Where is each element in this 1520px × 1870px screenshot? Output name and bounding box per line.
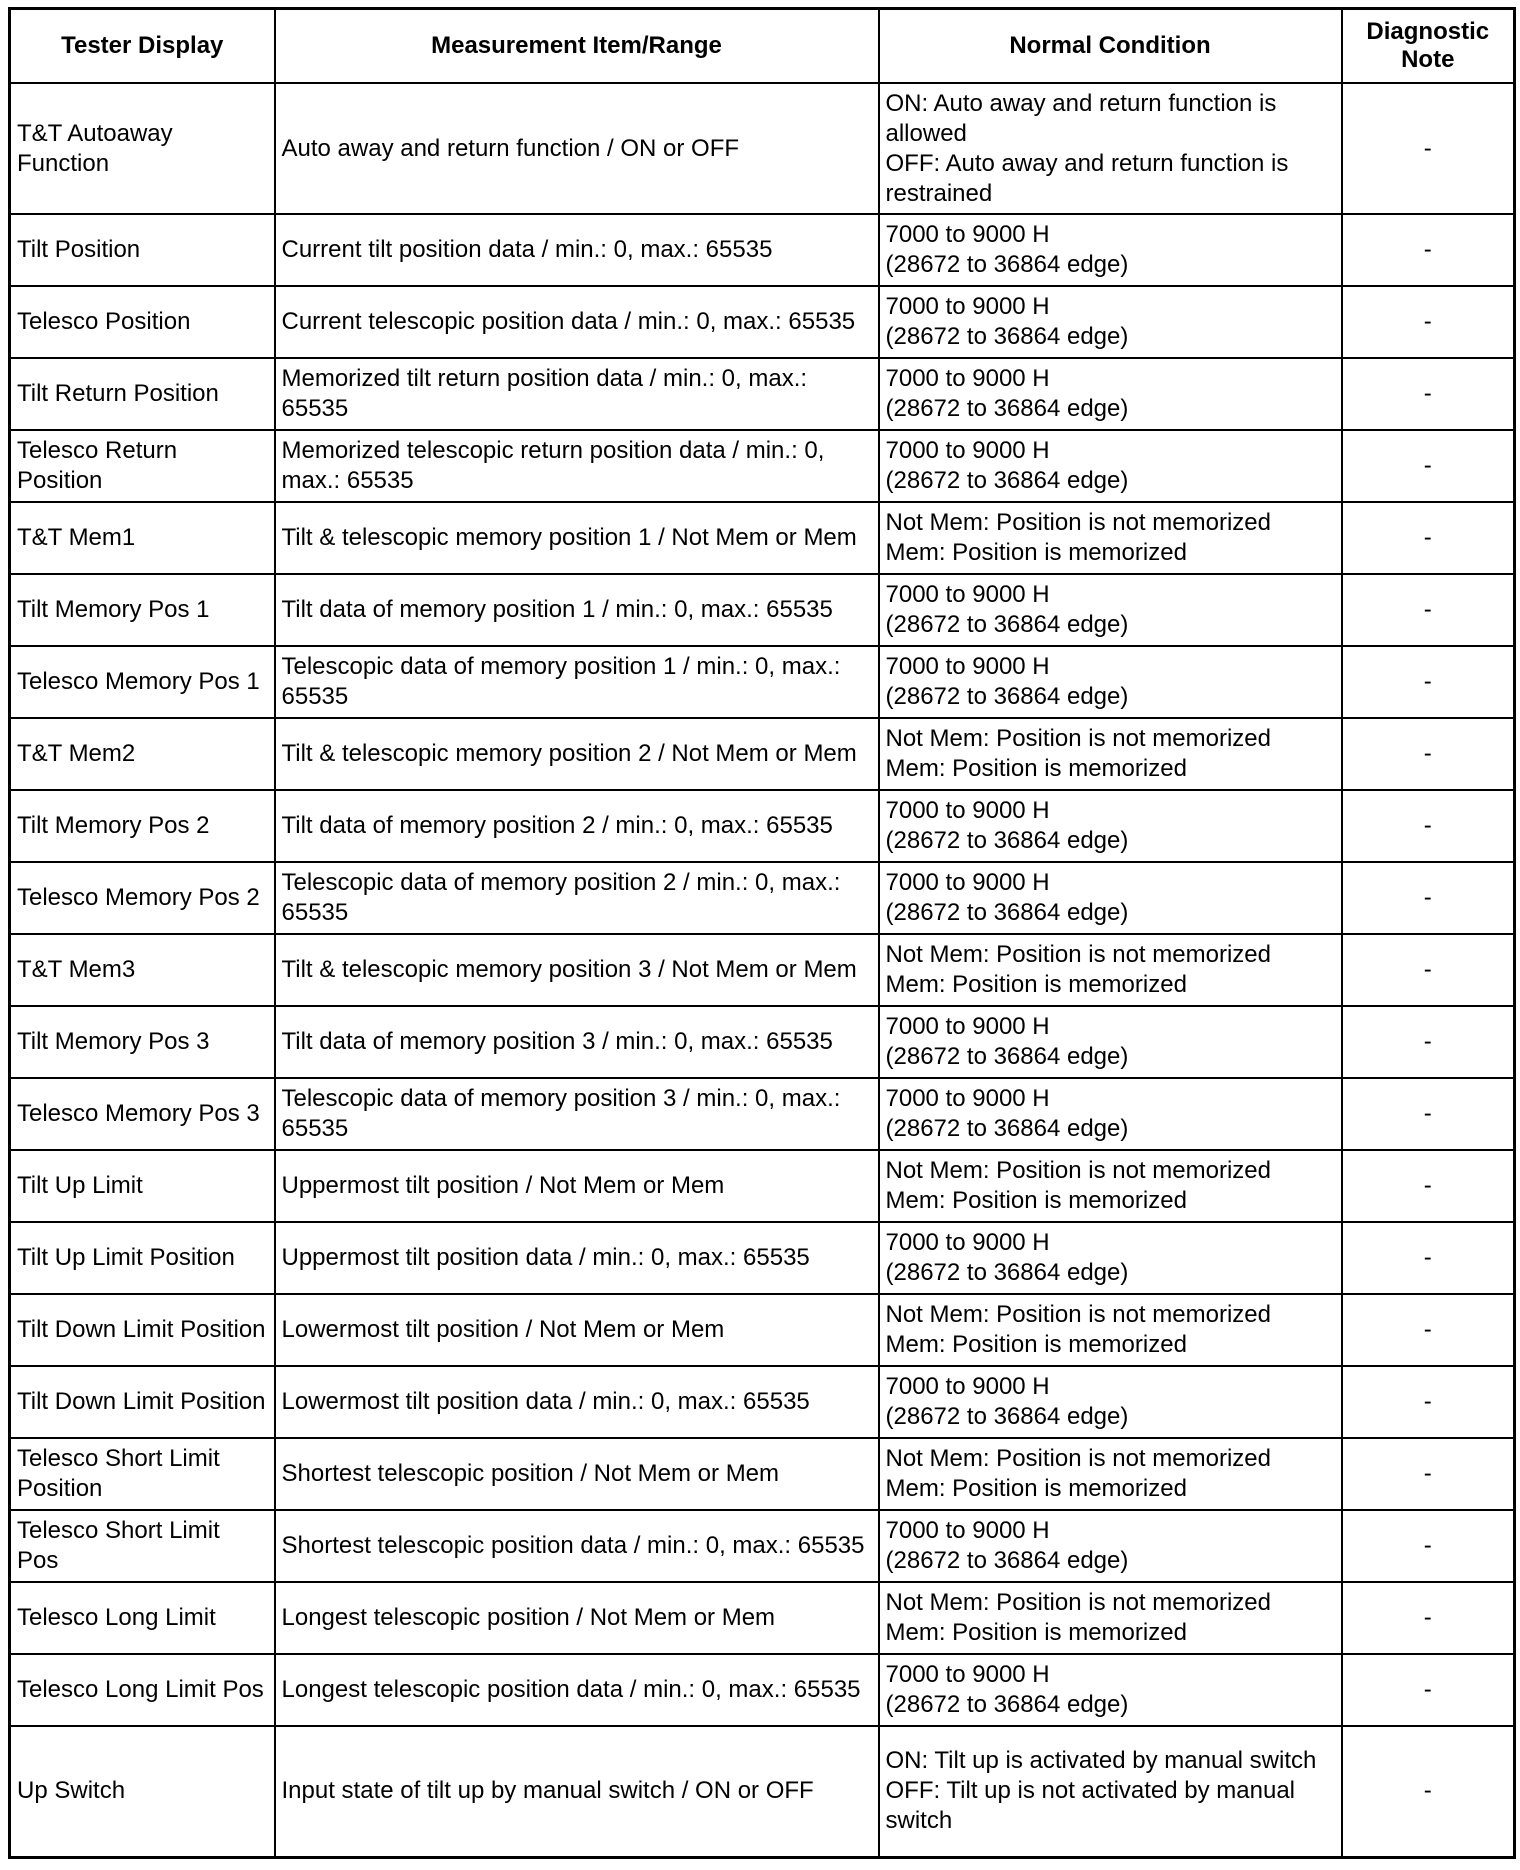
- tester-display-cell: Telesco Short Limit Pos: [10, 1510, 275, 1582]
- table-row: [10, 790, 1515, 862]
- measurement-item-cell: Telescopic data of memory position 2 / min.: 0, max.: 65535: [275, 862, 879, 934]
- normal-condition-cell: [879, 1582, 1342, 1654]
- tester-display-cell: Tilt Memory Pos 3: [10, 1006, 275, 1078]
- condition-line: 7000 to 9000 H: [885, 1085, 1050, 1112]
- tester-display-cell: Telesco Memory Pos 3: [10, 1078, 275, 1150]
- table-row: [10, 1510, 1515, 1582]
- condition-line: Mem: Position is memorized: [885, 755, 1187, 782]
- measurement-item-cell: Memorized telescopic return position data / min.: 0, max.: 65535: [275, 430, 879, 502]
- diagnostic-note-cell: -: [1342, 646, 1515, 718]
- condition-line: 7000 to 9000 H: [885, 581, 1050, 608]
- normal-condition-cell: [879, 1654, 1342, 1726]
- condition-line: Not Mem: Position is not memorized: [885, 1301, 1271, 1328]
- table-row: [10, 1222, 1515, 1294]
- measurement-item-cell: Tilt data of memory position 1 / min.: 0, max.: 65535: [275, 574, 879, 646]
- diagnostic-note-cell: -: [1342, 934, 1515, 1006]
- table-row: [10, 646, 1515, 718]
- condition-line: (28672 to 36864 edge): [885, 323, 1129, 350]
- diagnostic-note-cell: -: [1342, 1078, 1515, 1150]
- table-row: [10, 358, 1515, 430]
- data-monitor-table: [8, 7, 1516, 1859]
- normal-condition-cell: [879, 1150, 1342, 1222]
- table-row: [10, 286, 1515, 358]
- condition-line: Mem: Position is memorized: [885, 1475, 1187, 1502]
- tester-display-cell: Tilt Down Limit Position: [10, 1294, 275, 1366]
- diagnostic-note-cell: -: [1342, 214, 1515, 286]
- diagnostic-note-cell: -: [1342, 1510, 1515, 1582]
- normal-condition-cell: [879, 1006, 1342, 1078]
- condition-line: 7000 to 9000 H: [885, 221, 1050, 248]
- diagnostic-note-cell: -: [1342, 83, 1515, 214]
- table-row: [10, 1582, 1515, 1654]
- table-row: [10, 1294, 1515, 1366]
- tester-display-cell: Telesco Memory Pos 2: [10, 862, 275, 934]
- condition-line: Mem: Position is memorized: [885, 971, 1187, 998]
- normal-condition-cell: [879, 934, 1342, 1006]
- normal-condition-cell: [879, 1366, 1342, 1438]
- table-body: [10, 83, 1515, 1857]
- table-row: [10, 214, 1515, 286]
- diagnostic-note-cell: -: [1342, 358, 1515, 430]
- normal-condition-cell: [879, 718, 1342, 790]
- diagnostic-note-cell: -: [1342, 1222, 1515, 1294]
- diagnostic-note-cell: -: [1342, 1150, 1515, 1222]
- condition-line: Mem: Position is memorized: [885, 1187, 1187, 1214]
- diagnostic-note-cell: -: [1342, 1294, 1515, 1366]
- measurement-item-cell: Input state of tilt up by manual switch / ON or OFF: [275, 1726, 879, 1857]
- diagnostic-note-cell: -: [1342, 1438, 1515, 1510]
- condition-line: (28672 to 36864 edge): [885, 611, 1129, 638]
- tester-display-cell: Telesco Long Limit: [10, 1582, 275, 1654]
- condition-line: 7000 to 9000 H: [885, 1517, 1050, 1544]
- measurement-item-cell: Telescopic data of memory position 1 / min.: 0, max.: 65535: [275, 646, 879, 718]
- measurement-item-cell: Tilt & telescopic memory position 1 / Not Mem or Mem: [275, 502, 879, 574]
- diagnostic-note-cell: -: [1342, 430, 1515, 502]
- table-row: [10, 1150, 1515, 1222]
- normal-condition-cell: [879, 1510, 1342, 1582]
- table-header-row: [10, 9, 1515, 84]
- diagnostic-note-cell: -: [1342, 1582, 1515, 1654]
- tester-display-cell: T&T Mem1: [10, 502, 275, 574]
- table-row: [10, 430, 1515, 502]
- condition-line: (28672 to 36864 edge): [885, 251, 1129, 278]
- table-row: [10, 83, 1515, 214]
- header-normal-condition: Normal Condition: [879, 9, 1342, 84]
- condition-line: (28672 to 36864 edge): [885, 395, 1129, 422]
- condition-line: ON: Tilt up is activated by manual switch: [885, 1747, 1317, 1775]
- tester-display-cell: T&T Mem3: [10, 934, 275, 1006]
- measurement-item-cell: Telescopic data of memory position 3 / min.: 0, max.: 65535: [275, 1078, 879, 1150]
- condition-line: Not Mem: Position is not memorized: [885, 1589, 1271, 1616]
- condition-line: 7000 to 9000 H: [885, 1661, 1050, 1688]
- condition-line: 7000 to 9000 H: [885, 1229, 1050, 1256]
- diagnostic-note-cell: -: [1342, 502, 1515, 574]
- tester-display-cell: T&T Mem2: [10, 718, 275, 790]
- measurement-item-cell: Shortest telescopic position data / min.: 0, max.: 65535: [275, 1510, 879, 1582]
- table-row: [10, 1654, 1515, 1726]
- diagnostic-note-cell: -: [1342, 1366, 1515, 1438]
- table-row: [10, 1726, 1515, 1857]
- condition-line: (28672 to 36864 edge): [885, 1691, 1129, 1718]
- condition-line: OFF: Tilt up is not activated by manual switch: [885, 1777, 1296, 1835]
- normal-condition-cell: [879, 1438, 1342, 1510]
- condition-line: 7000 to 9000 H: [885, 653, 1050, 680]
- diagnostic-note-cell: -: [1342, 1654, 1515, 1726]
- condition-line: (28672 to 36864 edge): [885, 1259, 1129, 1286]
- diagnostic-note-cell: -: [1342, 1726, 1515, 1857]
- condition-line: ON: Auto away and return function is allowed: [885, 89, 1277, 147]
- normal-condition-cell: [879, 286, 1342, 358]
- normal-condition-cell: [879, 214, 1342, 286]
- diagnostic-note-cell: -: [1342, 790, 1515, 862]
- table-row: [10, 862, 1515, 934]
- condition-line: (28672 to 36864 edge): [885, 1547, 1129, 1574]
- table-row: [10, 718, 1515, 790]
- normal-condition-cell: [879, 1078, 1342, 1150]
- condition-line: 7000 to 9000 H: [885, 1373, 1050, 1400]
- normal-condition-cell: [879, 1726, 1342, 1857]
- header-diagnostic-note: Diagnostic Note: [1342, 9, 1515, 84]
- measurement-item-cell: Auto away and return function / ON or OFF: [275, 83, 879, 214]
- measurement-item-cell: Lowermost tilt position / Not Mem or Mem: [275, 1294, 879, 1366]
- normal-condition-cell: [879, 83, 1342, 214]
- condition-line: (28672 to 36864 edge): [885, 899, 1129, 926]
- tester-display-cell: Tilt Memory Pos 1: [10, 574, 275, 646]
- tester-display-cell: Tilt Down Limit Position: [10, 1366, 275, 1438]
- measurement-item-cell: Lowermost tilt position data / min.: 0, max.: 65535: [275, 1366, 879, 1438]
- table-row: [10, 574, 1515, 646]
- condition-line: (28672 to 36864 edge): [885, 1115, 1129, 1142]
- tester-display-cell: Telesco Long Limit Pos: [10, 1654, 275, 1726]
- condition-line: 7000 to 9000 H: [885, 797, 1050, 824]
- table-row: [10, 934, 1515, 1006]
- tester-display-cell: Tilt Up Limit Position: [10, 1222, 275, 1294]
- condition-line: 7000 to 9000 H: [885, 869, 1050, 896]
- condition-line: Not Mem: Position is not memorized: [885, 725, 1271, 752]
- measurement-item-cell: Tilt data of memory position 2 / min.: 0, max.: 65535: [275, 790, 879, 862]
- normal-condition-cell: [879, 430, 1342, 502]
- measurement-item-cell: Current tilt position data / min.: 0, max.: 65535: [275, 214, 879, 286]
- normal-condition-cell: [879, 790, 1342, 862]
- tester-display-cell: Tilt Position: [10, 214, 275, 286]
- tester-display-cell: Telesco Short Limit Position: [10, 1438, 275, 1510]
- header-tester-display: Tester Display: [10, 9, 275, 84]
- diagnostic-note-cell: -: [1342, 862, 1515, 934]
- condition-line: 7000 to 9000 H: [885, 365, 1050, 392]
- tester-display-cell: Tilt Memory Pos 2: [10, 790, 275, 862]
- tester-display-cell: Up Switch: [10, 1726, 275, 1857]
- table-row: [10, 502, 1515, 574]
- measurement-item-cell: Tilt & telescopic memory position 3 / Not Mem or Mem: [275, 934, 879, 1006]
- condition-line: (28672 to 36864 edge): [885, 467, 1129, 494]
- measurement-item-cell: Current telescopic position data / min.: 0, max.: 65535: [275, 286, 879, 358]
- condition-line: Not Mem: Position is not memorized: [885, 509, 1271, 536]
- condition-line: Not Mem: Position is not memorized: [885, 1445, 1271, 1472]
- normal-condition-cell: [879, 574, 1342, 646]
- header-measurement-item: Measurement Item/Range: [275, 9, 879, 84]
- diagnostic-note-cell: -: [1342, 718, 1515, 790]
- condition-line: (28672 to 36864 edge): [885, 1403, 1129, 1430]
- tester-display-cell: Telesco Position: [10, 286, 275, 358]
- measurement-item-cell: Memorized tilt return position data / min.: 0, max.: 65535: [275, 358, 879, 430]
- table-row: [10, 1006, 1515, 1078]
- condition-line: Mem: Position is memorized: [885, 1619, 1187, 1646]
- measurement-item-cell: Longest telescopic position / Not Mem or Mem: [275, 1582, 879, 1654]
- measurement-item-cell: Tilt & telescopic memory position 2 / Not Mem or Mem: [275, 718, 879, 790]
- normal-condition-cell: [879, 358, 1342, 430]
- measurement-item-cell: Uppermost tilt position data / min.: 0, max.: 65535: [275, 1222, 879, 1294]
- measurement-item-cell: Uppermost tilt position / Not Mem or Mem: [275, 1150, 879, 1222]
- condition-line: (28672 to 36864 edge): [885, 827, 1129, 854]
- normal-condition-cell: [879, 862, 1342, 934]
- table-row: [10, 1438, 1515, 1510]
- measurement-item-cell: Longest telescopic position data / min.: 0, max.: 65535: [275, 1654, 879, 1726]
- condition-line: Not Mem: Position is not memorized: [885, 1157, 1271, 1184]
- diagnostic-note-cell: -: [1342, 574, 1515, 646]
- measurement-item-cell: Tilt data of memory position 3 / min.: 0, max.: 65535: [275, 1006, 879, 1078]
- normal-condition-cell: [879, 1222, 1342, 1294]
- condition-line: Mem: Position is memorized: [885, 539, 1187, 566]
- tester-display-cell: Telesco Memory Pos 1: [10, 646, 275, 718]
- tester-display-cell: Telesco Return Position: [10, 430, 275, 502]
- tester-display-cell: T&T Autoaway Function: [10, 83, 275, 214]
- condition-line: Not Mem: Position is not memorized: [885, 941, 1271, 968]
- condition-line: (28672 to 36864 edge): [885, 683, 1129, 710]
- measurement-item-cell: Shortest telescopic position / Not Mem or Mem: [275, 1438, 879, 1510]
- condition-line: OFF: Auto away and return function is restrained: [885, 149, 1289, 207]
- tester-display-cell: Tilt Up Limit: [10, 1150, 275, 1222]
- condition-line: 7000 to 9000 H: [885, 1013, 1050, 1040]
- condition-line: 7000 to 9000 H: [885, 437, 1050, 464]
- condition-line: Mem: Position is memorized: [885, 1331, 1187, 1358]
- diagnostic-note-cell: -: [1342, 1006, 1515, 1078]
- condition-line: 7000 to 9000 H: [885, 293, 1050, 320]
- table-row: [10, 1366, 1515, 1438]
- normal-condition-cell: [879, 502, 1342, 574]
- condition-line: (28672 to 36864 edge): [885, 1043, 1129, 1070]
- diagnostic-note-cell: -: [1342, 286, 1515, 358]
- tester-display-cell: Tilt Return Position: [10, 358, 275, 430]
- normal-condition-cell: [879, 1294, 1342, 1366]
- table-row: [10, 1078, 1515, 1150]
- normal-condition-cell: [879, 646, 1342, 718]
